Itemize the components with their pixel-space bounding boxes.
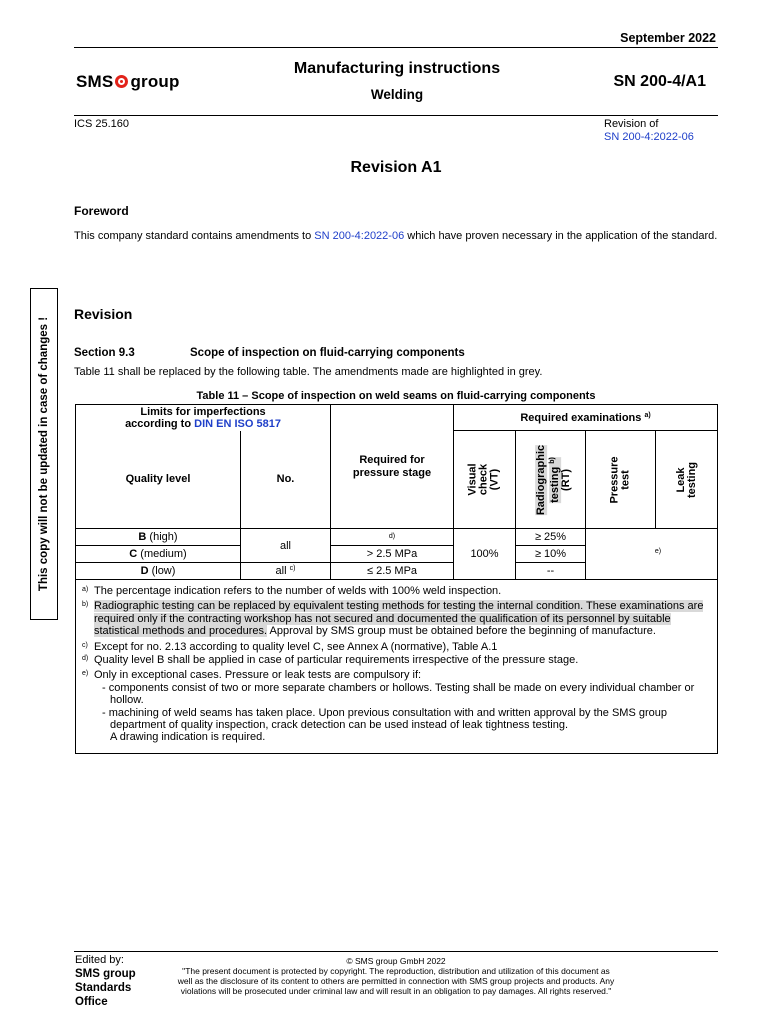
col-header-radiographic: Radiographic testing $^{b)}$ (RT) [516,431,586,529]
section-title: Scope of inspection on fluid-carrying components [190,347,465,359]
inspection-table [75,404,718,754]
col-header-visual-check: Visual check (VT) [454,431,516,529]
quality-level-d: D (low) [76,563,241,580]
pressure-stage-c: > 2.5 MPa [331,546,454,563]
footnote-e-drawing: A drawing indication is required. [110,731,266,744]
limits-header: Limits for imperfections according to DIN EN ISO 5817 [76,405,331,431]
pressure-leak-value: e) [586,529,718,580]
quality-level-b: B (high) [76,529,241,546]
foreword-text: This company standard contains amendments to SN 200-4:2022-06 which have proven necessary in the application of the standard. [74,230,718,242]
col-header-leak-testing: Leak testing [656,431,718,529]
edited-by-block: Edited by: SMS group Standards Office [75,954,136,1008]
logo-ring-icon [115,75,128,88]
pressure-stage-d: ≤ 2.5 MPa [331,563,454,580]
col-header-pressure-stage: Required for pressure stage [331,405,454,529]
table-footnotes [76,580,718,754]
revision-title: Revision A1 [350,159,442,176]
footnote-a: a) The percentage indication refers to the number of welds with 100% weld inspection. [82,585,502,597]
col-header-no: No. [241,431,331,529]
side-note-box [30,288,58,620]
no-all-bc: all [241,529,331,563]
section-number: Section 9.3 [74,347,135,359]
section-intro: Table 11 shall be replaced by the following table. The amendments made are highlighted in grey. [74,366,543,378]
header-bottom-rule [74,115,718,116]
required-examinations-header: Required examinations $^{a)}$ [454,405,718,431]
quality-level-c: C (medium) [76,546,241,563]
header-rule [74,47,718,48]
ics-code: ICS 25.160 [74,118,130,130]
revision-heading: Revision [74,306,133,322]
footnote-c: c) Except for no. 2.13 according to quality level C, see Annex A (normative), Table A.1 [82,640,498,653]
footnote-e-item: - machining of weld seams has taken place. Upon previous consultation with and written approval by the SMS group department of quality inspection, crack detection can be used instead of leak tightness testing. [102,706,667,732]
no-all-d: all $^{c)}$ [241,563,331,580]
pressure-stage-b: d) [331,529,454,546]
side-note: This copy will not be updated in case of changes ! [38,316,50,592]
foreword-ref-link[interactable]: SN 200-4:2022-06 [314,230,405,242]
document-date: September 2022 [620,31,716,45]
footnote-e-item: - components consist of two or more separate chambers or hollows. Testing shall be made on every individual chamber or hollow. [102,681,695,707]
footer-rule [74,951,718,952]
revision-of-link[interactable]: SN 200-4:2022-06 [604,130,694,143]
col-header-quality-level: Quality level [76,431,241,529]
table-caption: Table 11 – Scope of inspection on weld seams on fluid-carrying components [196,390,596,402]
rt-value-d: -- [516,563,586,580]
table-row [76,529,718,546]
foreword-heading: Foreword [74,204,129,218]
col-header-pressure-test: Pressure test [586,431,656,529]
document-number: SN 200-4/A1 [613,73,706,90]
sms-group-logo: SMS group [76,72,180,91]
document-subtitle: Welding [370,87,424,102]
footnote-e: e) Only in exceptional cases. Pressure or leak tests are compulsory if: [82,669,422,682]
footnote-d: d) Quality level B shall be applied in case of particular requirements irrespective of the pressure stage. [82,654,579,667]
copyright-notice: © SMS group GmbH 2022 "The present document is protected by copyright. The reproduction, distribution and utilization of this document as well as the disclosure of its content to others are permitted in connection with SMS group projects and products. Any violations will be prosecuted under criminal law and will result in an obligation to pay damages. All rights reserved." [177,956,615,996]
rt-value-b: ≥ 25% [516,529,586,546]
din-en-iso-5817-link[interactable]: DIN EN ISO 5817 [194,417,281,430]
document-title: Manufacturing instructions [293,60,501,77]
revision-of: Revision of SN 200-4:2022-06 [604,118,694,143]
footnote-b: b) Radiographic testing can be replaced by equivalent testing methods for testing the internal condition. These examinations are required only if the contracting workshop has not secured and documented the qualification of its personnel by suitable statistical methods and procedures. Approval by SMS group must be obtained before the beginning of manufacture. [82,600,704,638]
visual-check-value: 100% [454,529,516,580]
rt-value-c: ≥ 10% [516,546,586,563]
